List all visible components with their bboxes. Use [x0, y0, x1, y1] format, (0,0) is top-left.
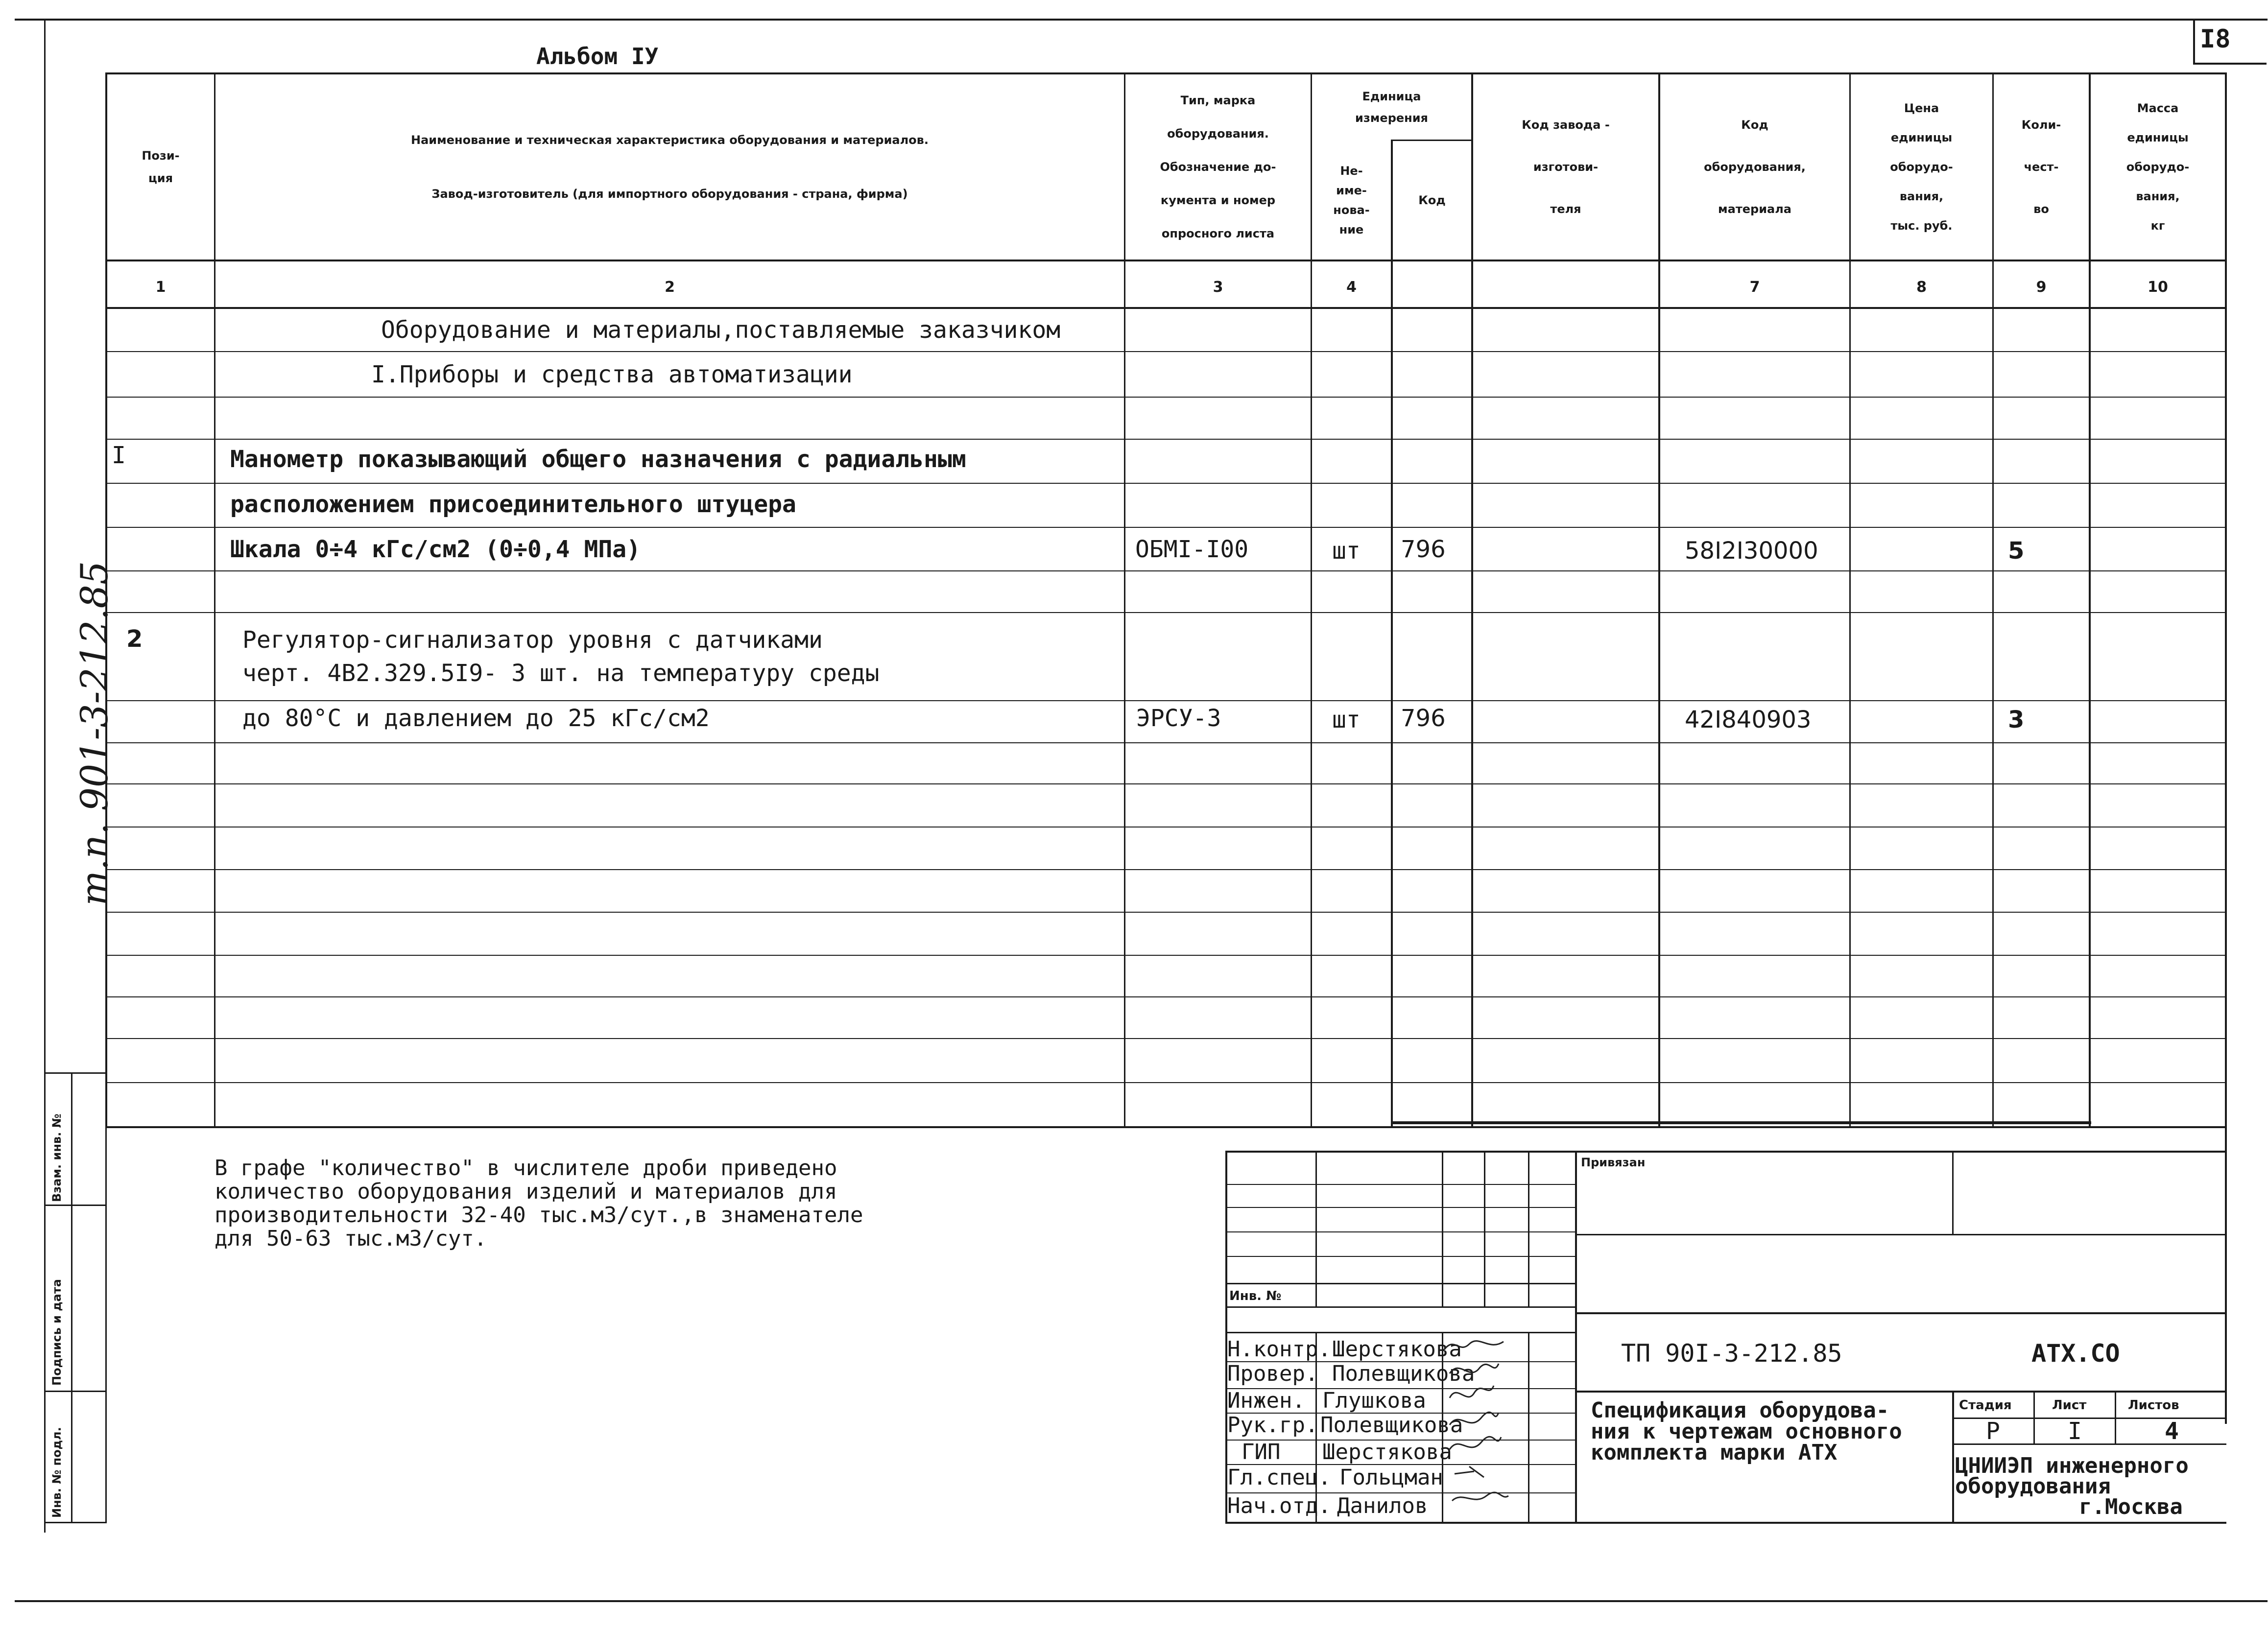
sheet-label: Лист	[2052, 1398, 2087, 1413]
side-stamp: т.п. 901-3-212.85	[72, 561, 116, 906]
colnum-9: 9	[2036, 279, 2047, 296]
signer-name-7: Данилов	[1337, 1493, 1428, 1518]
header-quantity: Коли- чест- во	[2021, 118, 2061, 216]
item2-position: 2	[126, 625, 143, 653]
note-line2: количество оборудования изделий и материалов для	[215, 1179, 837, 1204]
section-title: Оборудование и материалы,поставляемые заказчиком	[381, 316, 1061, 344]
album-label: Альбом IУ	[536, 43, 659, 70]
doc-title-line1: Спецификация оборудова-	[1591, 1398, 1889, 1423]
signer-role-3: Инжен.	[1227, 1388, 1305, 1413]
note-line1: В графе "количество" в числителе дроби приведено	[215, 1156, 837, 1181]
signature-scribble-4	[1450, 1412, 1499, 1425]
signature-scribble-1	[1445, 1341, 1504, 1349]
left-border	[44, 20, 46, 1533]
item2-name-line1: Регулятор-сигнализатор уровня с датчиками	[242, 626, 823, 654]
signature-scribble-3	[1450, 1386, 1494, 1398]
item1-unit: шт	[1332, 537, 1361, 565]
item2-unit-code: 796	[1401, 705, 1446, 732]
signer-role-1: Н.контр.	[1227, 1337, 1331, 1362]
signer-role-5: ГИП	[1241, 1440, 1281, 1465]
colnum-7: 7	[1749, 279, 1760, 296]
item1-unit-code: 796	[1401, 536, 1446, 563]
signer-name-1: Шерстякова	[1332, 1337, 1462, 1362]
signature-scribble-5	[1450, 1437, 1501, 1449]
colnum-8: 8	[1916, 279, 1927, 296]
item2-name-line3: до 80°С и давлением до 25 кГс/см2	[242, 705, 710, 732]
left-strip-sign: Подпись и дата	[50, 1279, 64, 1386]
header-mass: Масса единицы оборудо- вания, кг	[2126, 101, 2190, 233]
privyazan-label: Привязан	[1581, 1156, 1646, 1169]
doc-title-line3: комплекта марки АТХ	[1591, 1440, 1838, 1465]
signer-name-6: Гольцман	[1339, 1465, 1443, 1490]
signer-name-4: Полевщикова	[1320, 1413, 1463, 1438]
signer-role-6: Гл.спец.	[1227, 1465, 1331, 1490]
signer-name-3: Глушкова	[1322, 1388, 1426, 1413]
item1-equipment-code: 58I2I30000	[1685, 537, 1818, 565]
signer-role-2: Провер.	[1227, 1361, 1318, 1386]
left-strip-orig: Инв. № подл.	[50, 1427, 64, 1518]
sheets-value: 4	[2165, 1418, 2179, 1445]
signer-name-2: Полевщикова	[1332, 1361, 1475, 1386]
note-line4: для 50-63 тыс.м3/сут.	[215, 1226, 487, 1251]
header-equipment-code: Код оборудования, материала	[1704, 118, 1806, 216]
left-strip-inv: Взам. инв. №	[50, 1113, 64, 1202]
colnum-2: 2	[665, 279, 675, 296]
item1-quantity: 5	[2008, 537, 2025, 565]
inv-no-label: Инв. №	[1229, 1289, 1282, 1303]
subsection-title: I.Приборы и средства автоматизации	[371, 361, 853, 388]
item1-position: I	[112, 442, 126, 469]
colnum-3: 3	[1213, 279, 1223, 296]
signer-role-7: Нач.отд.	[1227, 1493, 1331, 1518]
stage-label: Стадия	[1959, 1398, 2012, 1413]
org-line3: г.Москва	[2079, 1494, 2183, 1519]
item2-equipment-code: 42I840903	[1685, 706, 1812, 733]
sheet-number: I8	[2200, 24, 2231, 54]
header-type: Тип, марка оборудования. Обозначение до- кумента и номер опросного листа	[1160, 94, 1276, 240]
signer-name-5: Шерстякова	[1322, 1440, 1452, 1465]
colnum-10: 10	[2148, 279, 2168, 296]
org-line2: оборудования	[1955, 1474, 2111, 1499]
item2-unit: шт	[1332, 706, 1361, 733]
header-maker-code: Код завода - изготови- теля	[1522, 118, 1610, 216]
header-price: Цена единицы оборудо- вания, тыс. руб.	[1890, 101, 1953, 233]
top-border	[15, 19, 2268, 21]
item1-name-line1: Манометр показывающий общего назначения с радиальным	[230, 446, 966, 473]
note-line3: производительности 32-40 тыс.м3/сут.,в знаменателе	[215, 1203, 863, 1228]
colnum-1: 1	[155, 279, 166, 296]
header-name: Наименование и техническая характеристика оборудования и материалов. Завод-изготовитель (для импортного оборудования - страна, фирма)	[411, 133, 929, 201]
item1-name-line3: Шкала 0÷4 кГс/см2 (0÷0,4 МПа)	[230, 536, 641, 563]
item2-type: ЭРСУ-3	[1136, 705, 1221, 732]
doc-mark: АТХ.СО	[2031, 1339, 2120, 1368]
item2-name-line2: черт. 4В2.329.5I9- 3 шт. на температуру среды	[242, 660, 880, 687]
header-unit-code: Код	[1418, 193, 1446, 207]
header-unit-name: Не- име- нова- ние	[1333, 164, 1370, 236]
signature-scribble-7	[1452, 1492, 1508, 1501]
stage-value: Р	[1986, 1418, 2000, 1445]
item1-name-line2: расположением присоединительного штуцера	[230, 491, 796, 518]
doc-code: ТП 90I-3-212.85	[1621, 1339, 1842, 1368]
signer-role-4: Рук.гр.	[1227, 1413, 1318, 1438]
header-position: Пози- ция	[142, 149, 180, 185]
colnum-4: 4	[1346, 279, 1357, 296]
header-unit-group: Единица измерения	[1355, 89, 1428, 125]
item2-quantity: 3	[2008, 706, 2025, 733]
item1-type: ОБМI-I00	[1135, 536, 1249, 563]
signatures-graphic	[1440, 1334, 1577, 1523]
doc-title-line2: ния к чертежам основного	[1591, 1419, 1902, 1444]
bottom-border	[15, 1600, 2268, 1602]
sheets-label: Листов	[2128, 1398, 2179, 1413]
org-line1: ЦНИИЭП инженерного	[1955, 1453, 2189, 1478]
signature-scribble-2	[1450, 1364, 1499, 1373]
sheet-value: I	[2068, 1418, 2082, 1445]
signature-scribble-6	[1455, 1466, 1484, 1477]
